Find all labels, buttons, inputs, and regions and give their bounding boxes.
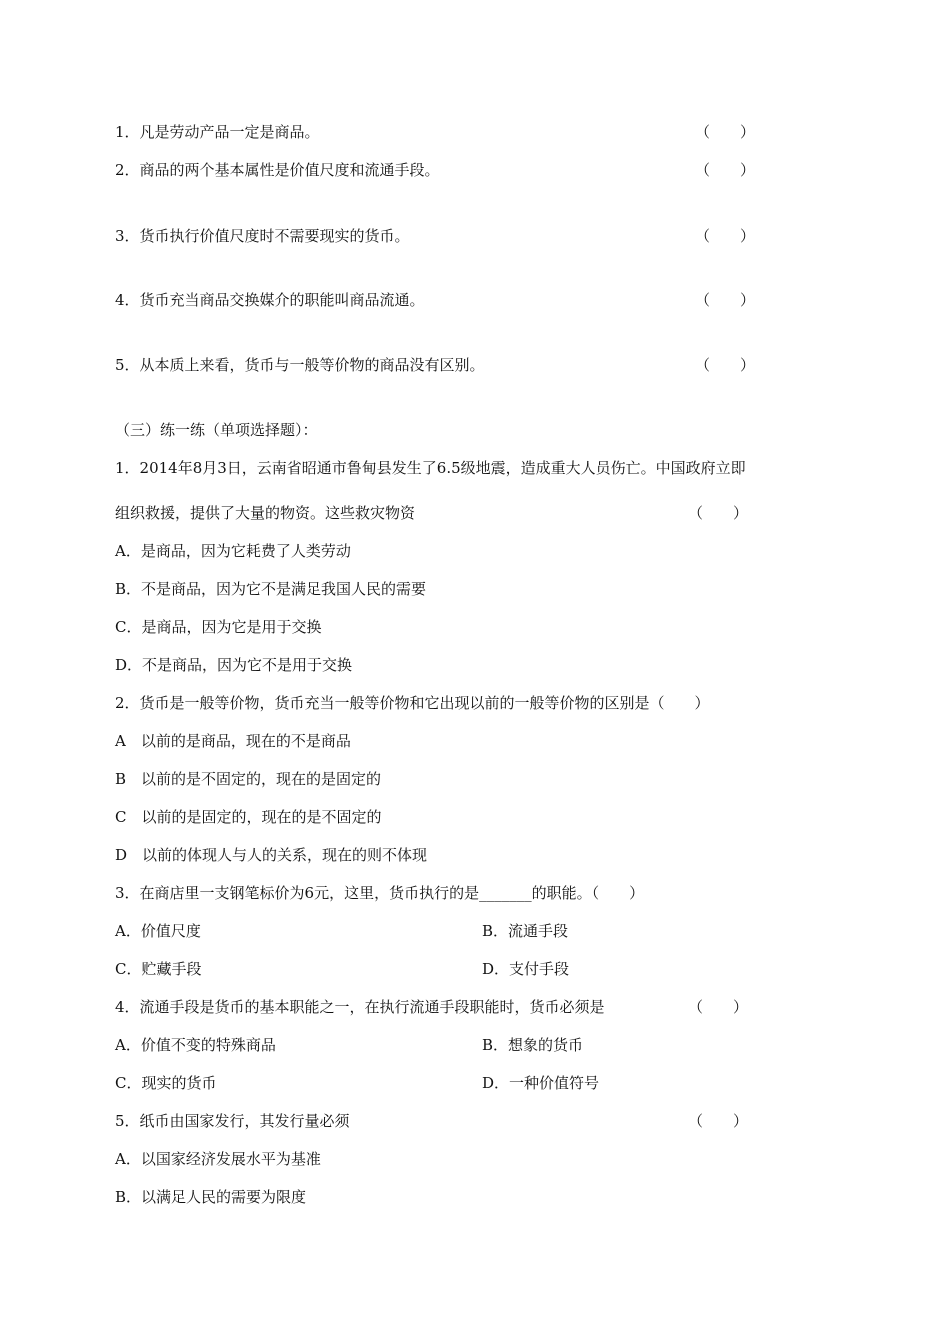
q3-option-c[interactable]: C．贮藏手段 [115,960,202,978]
tf-answer-paren-4[interactable]: （ ） [695,291,756,309]
q4-option-b[interactable]: B．想象的货币 [482,1036,584,1054]
q5-option-a[interactable]: A．以国家经济发展水平为基准 [115,1150,321,1168]
q1-option-d[interactable]: D．不是商品，因为它不是用于交换 [115,656,353,674]
tf-item-1: 1．凡是劳动产品一定是商品。 [115,123,320,141]
tf-answer-paren-2[interactable]: （ ） [695,161,756,179]
q1-option-b[interactable]: B．不是商品，因为它不是满足我国人民的需要 [115,580,427,598]
q4-option-d[interactable]: D．一种价值符号 [482,1074,600,1092]
q3-option-d[interactable]: D．支付手段 [482,960,570,978]
q2-option-a[interactable]: A 以前的是商品，现在的不是商品 [115,732,351,750]
q4-answer-paren[interactable]: （ ） [688,998,749,1016]
tf-answer-paren-5[interactable]: （ ） [695,356,756,374]
tf-item-4: 4．货币充当商品交换媒介的职能叫商品流通。 [115,291,425,309]
q2-option-d[interactable]: D 以前的体现人与人的关系，现在的则不体现 [115,846,428,864]
q1-answer-paren[interactable]: （ ） [688,504,749,522]
q5-stem: 5．纸币由国家发行，其发行量必须 [115,1112,350,1130]
tf-item-2: 2．商品的两个基本属性是价值尺度和流通手段。 [115,161,440,179]
q3-stem: 3．在商店里一支钢笔标价为6元，这里，货币执行的是_______的职能。（ ） [115,884,645,902]
tf-item-5: 5．从本质上来看，货币与一般等价物的商品没有区别。 [115,356,485,374]
q2-option-c[interactable]: C 以前的是固定的，现在的是不固定的 [115,808,382,826]
q4-option-c[interactable]: C．现实的货币 [115,1074,217,1092]
q5-option-b[interactable]: B．以满足人民的需要为限度 [115,1188,307,1206]
tf-answer-paren-1[interactable]: （ ） [695,123,756,141]
q1-option-a[interactable]: A．是商品，因为它耗费了人类劳动 [115,542,351,560]
q4-option-a[interactable]: A．价值不变的特殊商品 [115,1036,276,1054]
q2-stem: 2．货币是一般等价物，货币充当一般等价物和它出现以前的一般等价物的区别是（ ） [115,694,710,712]
q3-option-b[interactable]: B．流通手段 [482,922,569,940]
q1-option-c[interactable]: C．是商品，因为它是用于交换 [115,618,322,636]
tf-answer-paren-3[interactable]: （ ） [695,227,756,245]
q4-stem: 4．流通手段是货币的基本职能之一，在执行流通手段职能时，货币必须是 [115,998,605,1016]
q1-stem-line1: 1．2014年8月3日，云南省昭通市鲁甸县发生了6.5级地震，造成重大人员伤亡。中国政府立即 [115,459,746,477]
q5-answer-paren[interactable]: （ ） [688,1112,749,1130]
tf-item-3: 3．货币执行价值尺度时不需要现实的货币。 [115,227,410,245]
q2-option-b[interactable]: B 以前的是不固定的，现在的是固定的 [115,770,382,788]
q1-stem-line2: 组织救援，提供了大量的物资。这些救灾物资 [115,504,416,522]
q3-option-a[interactable]: A．价值尺度 [115,922,201,940]
section-title: （三）练一练（单项选择题）： [115,421,318,439]
